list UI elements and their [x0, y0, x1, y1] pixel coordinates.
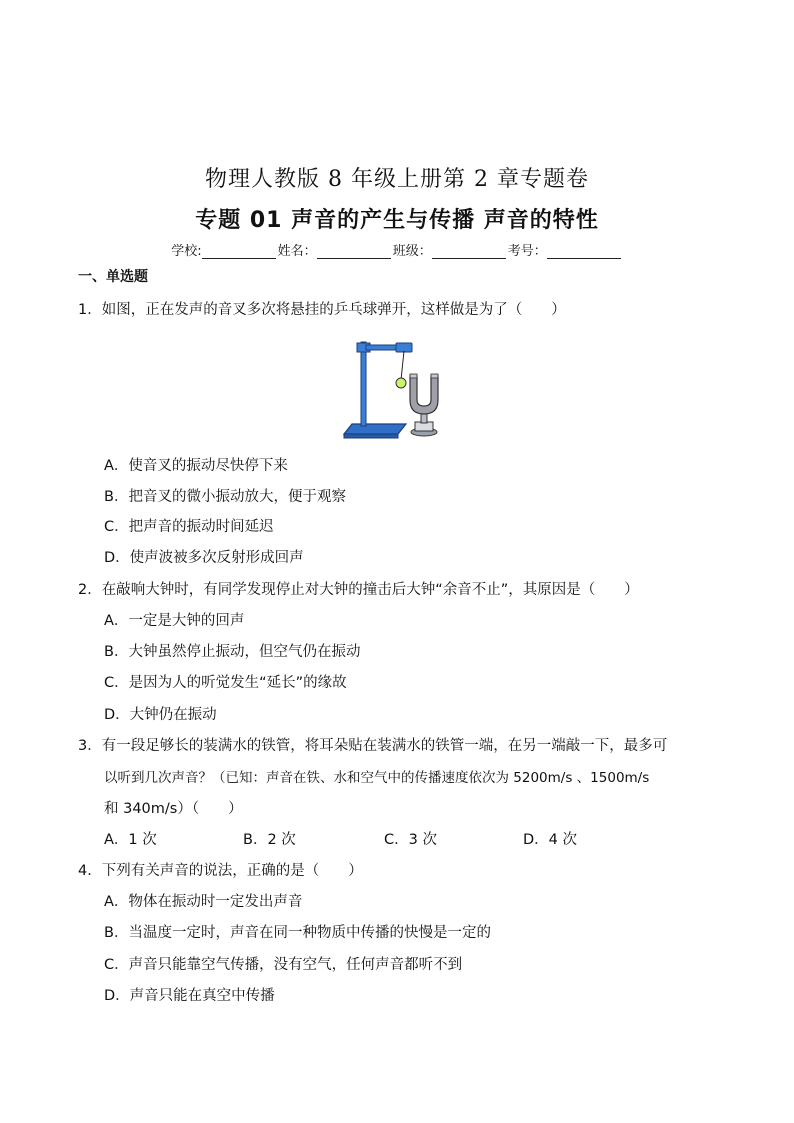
section-heading: 一、单选题	[78, 269, 148, 285]
question-3-option-d[interactable]: D．4 次	[523, 832, 577, 848]
question-2-option-b[interactable]: B．大钟虽然停止振动，但空气仍在振动	[104, 644, 361, 660]
question-4-option-d[interactable]: D．声音只能在真空中传播	[104, 988, 275, 1004]
question-1-option-d[interactable]: D．使声波被多次反射形成回声	[104, 550, 304, 566]
question-1-stem: 1．如图，正在发声的音叉多次将悬挂的乒乓球弹开，这样做是为了（ ）	[78, 302, 566, 318]
exam-number-label: 考号：	[507, 244, 547, 259]
question-2-option-c[interactable]: C．是因为人的听觉发生“延长”的缘故	[104, 675, 347, 691]
class-label: 班级：	[392, 244, 432, 259]
question-4-option-c[interactable]: C．声音只能靠空气传播，没有空气，任何声音都听不到	[104, 957, 463, 973]
school-label: 学校:	[171, 244, 202, 259]
tuning-fork-figure	[340, 328, 450, 440]
question-1-option-b[interactable]: B．把音叉的微小振动放大，便于观察	[104, 489, 346, 505]
school-blank[interactable]	[202, 246, 276, 259]
question-3-stem-line-1: 3．有一段足够长的装满水的铁管，将耳朵贴在装满水的铁管一端，在另一端敲一下，最多可	[78, 738, 668, 754]
question-1-option-c[interactable]: C．把声音的振动时间延迟	[104, 519, 274, 535]
question-4-stem: 4．下列有关声音的说法，正确的是（ ）	[78, 863, 363, 879]
question-2-option-a[interactable]: A．一定是大钟的回声	[104, 613, 245, 629]
question-4-option-a[interactable]: A．物体在振动时一定发出声音	[104, 894, 303, 910]
question-3-stem-line-2: 以听到几次声音？（已知：声音在铁、水和空气中的传播速度依次为 5200m/s 、1500m/s	[104, 770, 650, 786]
class-blank[interactable]	[432, 246, 506, 259]
name-blank[interactable]	[317, 246, 391, 259]
question-3-option-a[interactable]: A．1 次	[104, 832, 157, 848]
question-3-stem-line-3: 和 340m/s）（ ）	[104, 801, 243, 817]
page-subtitle: 专题 01 声音的产生与传播 声音的特性	[195, 208, 599, 233]
name-label: 姓名：	[277, 244, 317, 259]
question-3-option-c[interactable]: C．3 次	[384, 832, 437, 848]
question-3-option-b[interactable]: B．2 次	[243, 832, 296, 848]
question-1-option-a[interactable]: A．使音叉的振动尽快停下来	[104, 458, 288, 474]
page-title: 物理人教版 8 年级上册第 2 章专题卷	[205, 167, 589, 192]
tuning-fork-apparatus-icon	[340, 328, 450, 440]
student-info-line	[0, 240, 794, 259]
question-4-option-b[interactable]: B．当温度一定时，声音在同一种物质中传播的快慢是一定的	[104, 925, 491, 941]
question-2-stem: 2．在敲响大钟时，有同学发现停止对大钟的撞击后大钟“余音不止”，其原因是（ ）	[78, 582, 639, 598]
exam-number-blank[interactable]	[547, 246, 621, 259]
question-2-option-d[interactable]: D．大钟仍在振动	[104, 707, 217, 723]
